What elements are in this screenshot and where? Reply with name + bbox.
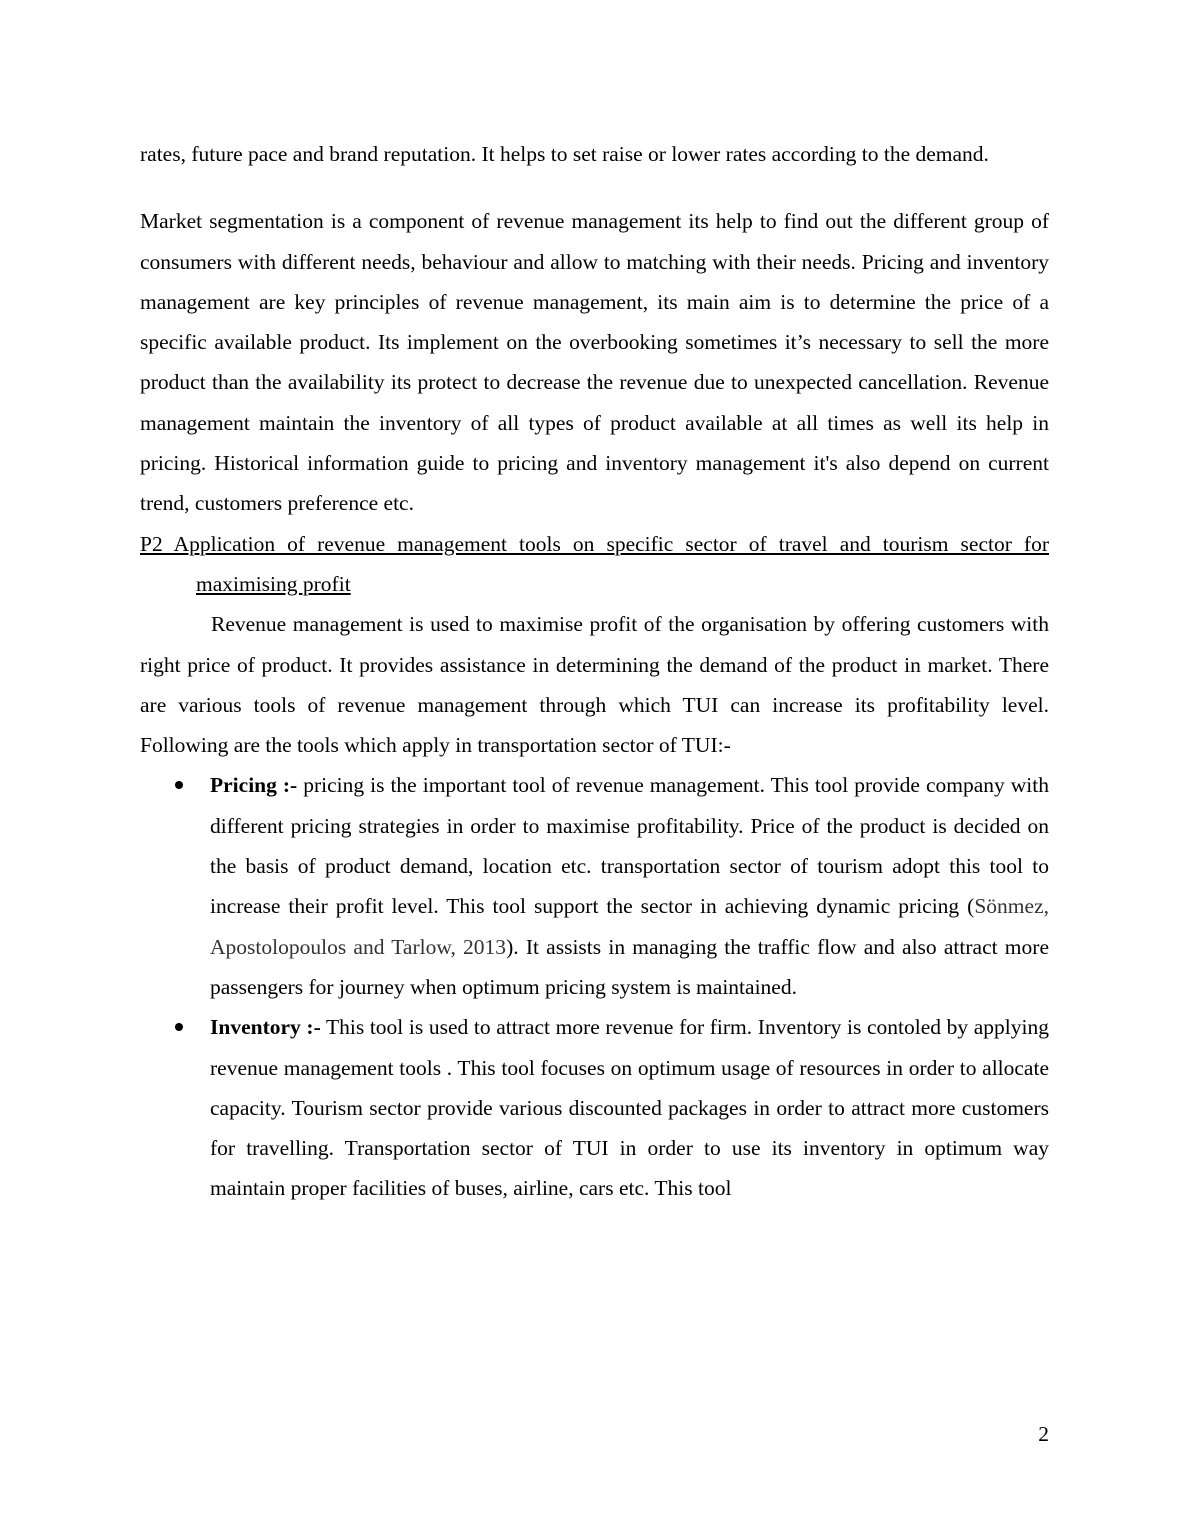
page-number: 2 [1038,1422,1049,1446]
paragraph-continuation: rates, future pace and brand reputation. It helps to set raise or lower rates according to the demand. [140,142,989,166]
bullet-text-inventory: This tool is used to attract more revenue for firm. Inventory is contoled by applying revenue management tools . This tool focuses on optimum usage of resources in order to allocate capacity. Tourism sector provide various discounted packages in order to attract more customers for travelling. Transportation sector of TUI in order to use its inventory in optimum way maintain proper facilities of buses, airline, cars etc. This tool [210,1015,1049,1201]
citation: Sönmez, Apostolopoulos and Tarlow, 2013 [210,894,1049,959]
bullet-dot-icon [175,781,183,789]
paragraph-market-segmentation: Market segmentation is a component of revenue management its help to find out the different group of consumers with different needs, behaviour and allow to matching with their needs. Pricing and inventory management are key principles of revenue management, its main aim is to determine the price of a specific available product. Its implement on the overbooking sometimes it’s necessary to sell the more product than the availability its protect to decrease the revenue due to unexpected cancellation. Revenue management maintain the inventory of all types of product available at all times as well its help in pricing. Historical information guide to pricing and inventory management it's also depend on current trend, customers preference etc. [140,209,1049,516]
list-item-inventory [140,1007,1049,1208]
bullet-text-pricing-after: ). It assists in managing the traffic flow and also attract more passengers for journey when optimum pricing system is maintained. [210,934,1049,999]
bullet-text-pricing-before: pricing is the important tool of revenue management. This tool provide company with different pricing strategies in order to maximise profitability. Price of the product is decided on the basis of product demand, location etc. transportation sector of tourism adopt this tool to increase their profit level. This tool support the sector in achieving dynamic pricing ( [210,773,1049,919]
list-item-pricing [140,765,1049,1007]
bullet-term-inventory: Inventory :- [210,1015,321,1040]
bullet-term-pricing: Pricing :- [210,773,298,798]
tools-bullet-list [140,765,1049,1208]
bullet-dot-icon [175,1023,183,1031]
page-body [140,134,1049,1209]
section-heading-p2: P2 Application of revenue management tools on specific sector of travel and tourism sector for maximising profit [140,531,1049,596]
paragraph-revenue-management-intro: Revenue management is used to maximise profit of the organisation by offering customers with right price of product. It provides assistance in determining the demand of the product in market. There are various tools of revenue management through which TUI can increase its profitability level. Following are the tools which apply in transportation sector of TUI:- [140,612,1049,758]
